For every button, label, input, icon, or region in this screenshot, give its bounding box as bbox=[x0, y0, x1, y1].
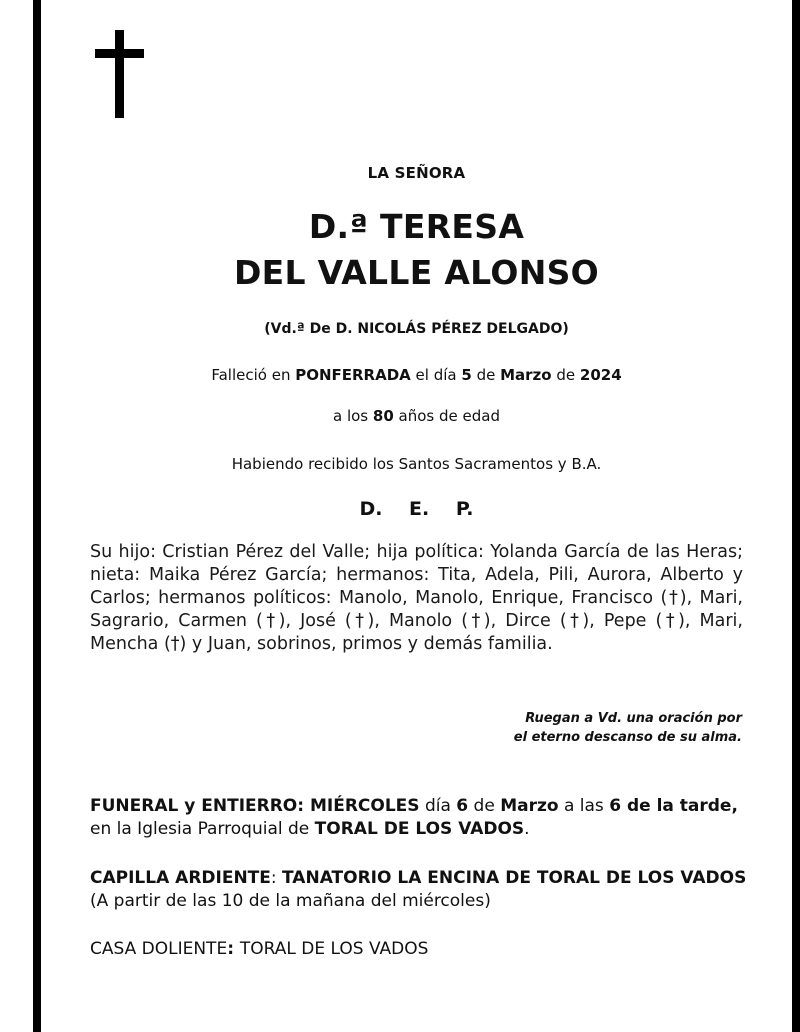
funeral-label: FUNERAL y ENTIERRO: MIÉRCOLES bbox=[90, 796, 420, 816]
house-label: CASA DOLIENTE bbox=[90, 939, 228, 959]
age-prefix: a los bbox=[333, 407, 373, 425]
funeral-text2: de bbox=[468, 796, 501, 816]
chapel-note: (A partir de las 10 de la mañana del miércoles) bbox=[90, 891, 491, 911]
funeral-place: TORAL DE LOS VADOS bbox=[314, 819, 525, 839]
death-day: 5 bbox=[461, 366, 472, 384]
deceased-name-line2: DEL VALLE ALONSO bbox=[233, 253, 600, 292]
death-prefix: Falleció en bbox=[211, 366, 296, 384]
prayer-request bbox=[440, 709, 742, 747]
dep-heading: D. E. P. bbox=[359, 498, 474, 520]
prayer-line2: el eterno descanso de su alma. bbox=[513, 730, 742, 745]
chapel-line1 bbox=[90, 867, 760, 890]
funeral-line2-prefix: en la Iglesia Parroquial de bbox=[90, 819, 315, 839]
chapel-place: TANATORIO LA ENCINA DE TORAL DE LOS VADOS bbox=[282, 868, 747, 888]
intro-heading: LA SEÑORA bbox=[367, 164, 466, 182]
chapel-label: CAPILLA ARDIENTE bbox=[90, 868, 271, 888]
house-sep: : bbox=[227, 939, 240, 959]
funeral-line1 bbox=[90, 795, 760, 818]
prayer-line1: Ruegan a Vd. una oración por bbox=[525, 711, 742, 726]
death-line bbox=[41, 366, 792, 384]
funeral-line2-suffix: . bbox=[524, 819, 530, 839]
sacraments-line: Habiendo recibido los Santos Sacramentos y B.A. bbox=[231, 455, 602, 473]
chapel-info bbox=[90, 867, 760, 913]
age-suffix: años de edad bbox=[393, 407, 500, 425]
death-month: Marzo bbox=[500, 366, 552, 384]
cross-horizontal-bar bbox=[95, 49, 144, 58]
widow-note: (Vd.ª De D. NICOLÁS PÉREZ DELGADO) bbox=[264, 321, 569, 337]
cross-vertical-bar bbox=[115, 30, 124, 118]
death-mid2: de bbox=[471, 366, 501, 384]
cross-icon bbox=[95, 30, 145, 118]
family-paragraph: Su hijo: Cristian Pérez del Valle; hija política: Yolanda García de las Heras; nieta: Maika Pérez García; hermanos: Tita, Adela, Pili, Aurora, Alberto y Carlos; hermanos políticos: Manolo, Manolo, Enrique, Francisco (†), Mari, Sagrario, Carmen (†), José (†), Manolo (†), Dirce (†), Pepe (†), Mari, Mencha (†) y Juan, sobrinos, primos y demás familia. bbox=[90, 542, 743, 654]
chapel-sep: : bbox=[270, 868, 283, 888]
funeral-text3: a las bbox=[558, 796, 610, 816]
age-value: 80 bbox=[372, 407, 394, 425]
funeral-month: Marzo bbox=[500, 796, 559, 816]
house-place: TORAL DE LOS VADOS bbox=[239, 939, 429, 959]
death-place: PONFERRADA bbox=[295, 366, 411, 384]
death-year: 2024 bbox=[579, 366, 622, 384]
funeral-line2 bbox=[90, 818, 760, 841]
funeral-info bbox=[90, 795, 760, 841]
death-mid3: de bbox=[551, 366, 580, 384]
age-line bbox=[41, 407, 792, 425]
left-border-bar bbox=[33, 0, 41, 1032]
funeral-time: 6 de la tarde, bbox=[609, 796, 738, 816]
funeral-day: 6 bbox=[456, 796, 469, 816]
funeral-text1: día bbox=[419, 796, 457, 816]
deceased-name-line1: D.ª TERESA bbox=[308, 207, 525, 246]
right-border-bar bbox=[792, 0, 800, 1032]
death-mid1: el día bbox=[410, 366, 462, 384]
house-info bbox=[90, 938, 760, 961]
